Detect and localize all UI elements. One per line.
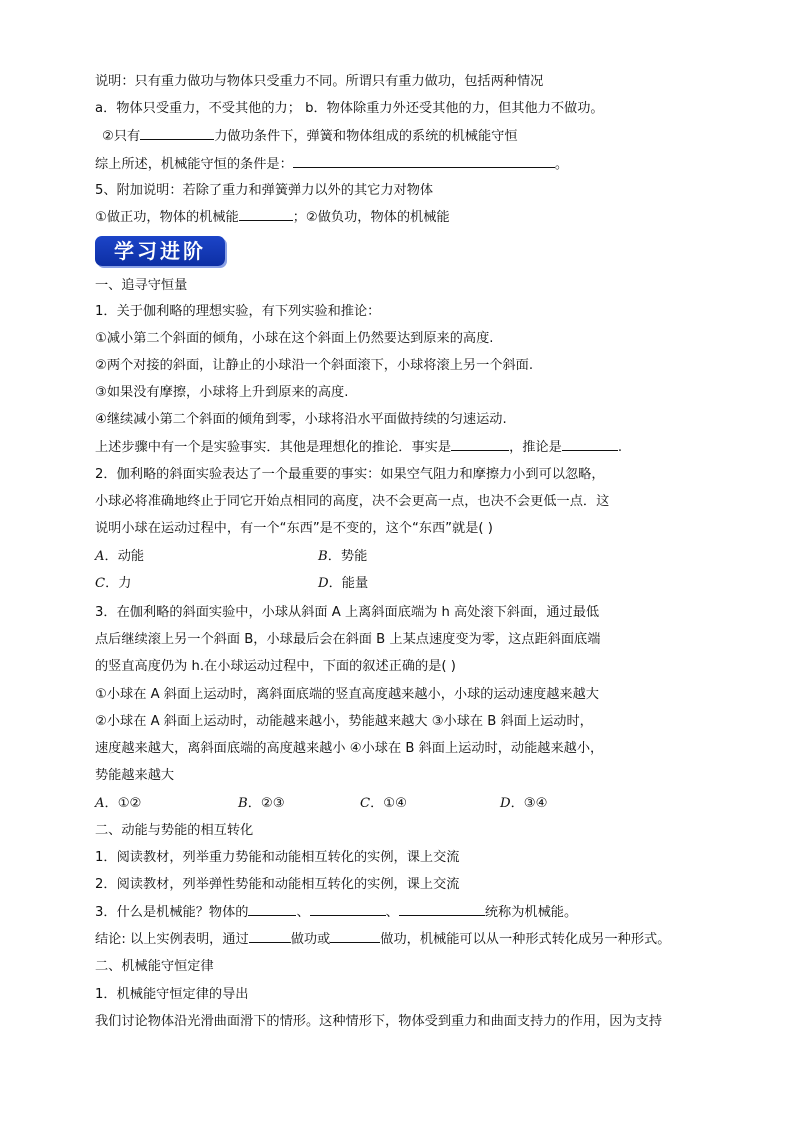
question-3-line-5: ②小球在 A 斜面上运动时，动能越来越小，势能越来越大 ③小球在 B 斜面上运动时，	[95, 714, 593, 729]
q3-option-b: B．②③	[238, 796, 285, 811]
fill-blank	[249, 930, 291, 943]
fill-blank	[239, 208, 293, 221]
question-2-line-2: 小球必将准确地终止于同它开始点相同的高度，决不会更高一点，也决不会更低一点．这	[95, 494, 610, 509]
question-2-line-1: 2．伽利略的斜面实验表达了一个最重要的事实：如果空气阻力和摩擦力小到可以忽略，	[95, 467, 605, 482]
q1-item-1: ①减小第二个斜面的倾角，小球在这个斜面上仍然要达到原来的高度.	[95, 331, 494, 346]
intro-line-4: 综上所述，机械能守恒的条件是： 。	[95, 157, 568, 172]
section-heading-1: 一、追寻守恒量	[95, 278, 188, 293]
question-1: 1．关于伽利略的理想实验，有下列实验和推论：	[95, 304, 381, 319]
q3-option-d: D．③④	[500, 796, 548, 811]
q2-option-b: B．势能	[318, 549, 368, 564]
q2-option-a: A．动能	[95, 549, 145, 564]
section-banner	[95, 236, 225, 266]
fill-blank	[330, 930, 380, 943]
intro-line-2: a．物体只受重力，不受其他的力； b．物体除重力外还受其他的力，但其他力不做功。	[95, 101, 604, 116]
intro-line-3: ②只有 力做功条件下，弹簧和物体组成的系统的机械能守恒	[102, 129, 518, 144]
q3-option-a: A．①②	[95, 796, 142, 811]
q2-option-c: C．力	[95, 576, 132, 591]
question-3-line-7: 势能越来越大	[95, 768, 175, 783]
question-3-line-6: 速度越来越大，离斜面底端的高度越来越小 ④小球在 B 斜面上运动时，动能越来越小，	[95, 741, 604, 756]
s3-item-1: 1．机械能守恒定律的导出	[95, 987, 249, 1002]
fill-blank	[562, 438, 618, 451]
q1-item-3: ③如果没有摩擦，小球将上升到原来的高度.	[95, 385, 349, 400]
q3-option-c: C．①④	[360, 796, 407, 811]
question-2-line-3: 说明小球在运动过程中，有一个“东西”是不变的，这个“东西”就是( )	[95, 521, 493, 536]
q1-ending: 上述步骤中有一个是实验事实．其他是理想化的推论．事实是 ，推论是 .	[95, 440, 623, 455]
q2-option-d: D．能量	[318, 576, 369, 591]
fill-blank	[248, 903, 296, 916]
s2-item-1: 1．阅读教材，列举重力势能和动能相互转化的实例，课上交流	[95, 850, 460, 865]
fill-blank	[140, 127, 214, 140]
q1-item-4: ④继续减小第二个斜面的倾角到零，小球将沿水平面做持续的匀速运动.	[95, 412, 507, 427]
s2-conclusion: 结论: 以上实例表明，通过 做功或 做功，机械能可以从一种形式转化成另一种形式。	[95, 932, 671, 947]
fill-blank	[310, 903, 386, 916]
question-3-line-2: 点后继续滚上另一个斜面 B，小球最后会在斜面 B 上某点速度变为零，这点距斜面底端	[95, 632, 601, 647]
s3-paragraph: 我们讨论物体沿光滑曲面滑下的情形。这种情形下，物体受到重力和曲面支持力的作用，因为支持	[95, 1014, 663, 1029]
section-heading-3: 二、机械能守恒定律	[95, 959, 214, 974]
intro-line-6: ①做正功，物体的机械能 ；②做负功，物体的机械能	[95, 210, 450, 225]
fill-blank	[451, 438, 509, 451]
q1-item-2: ②两个对接的斜面，让静止的小球沿一个斜面滚下，小球将滚上另一个斜面.	[95, 358, 534, 373]
section-heading-2: 二、动能与势能的相互转化	[95, 823, 254, 838]
intro-line-5: 5、附加说明：若除了重力和弹簧弹力以外的其它力对物体	[95, 183, 434, 198]
question-3-line-1: 3．在伽利略的斜面实验中，小球从斜面 A 上离斜面底端为 h 高处滚下斜面，通过最低	[95, 605, 600, 620]
question-3-line-4: ①小球在 A 斜面上运动时，离斜面底端的竖直高度越来越小，小球的运动速度越来越大	[95, 687, 599, 702]
fill-blank	[293, 155, 555, 168]
question-3-line-3: 的竖直高度仍为 h.在小球运动过程中，下面的叙述正确的是( )	[95, 659, 456, 674]
fill-blank	[399, 903, 485, 916]
intro-line-1: 说明：只有重力做功与物体只受重力不同。所谓只有重力做功，包括两种情况	[95, 74, 544, 89]
banner-title: 学习进阶	[114, 239, 206, 263]
s2-item-2: 2．阅读教材，列举弹性势能和动能相互转化的实例，课上交流	[95, 877, 460, 892]
s2-item-3: 3．什么是机械能？物体的 、 、 统称为机械能。	[95, 905, 578, 920]
